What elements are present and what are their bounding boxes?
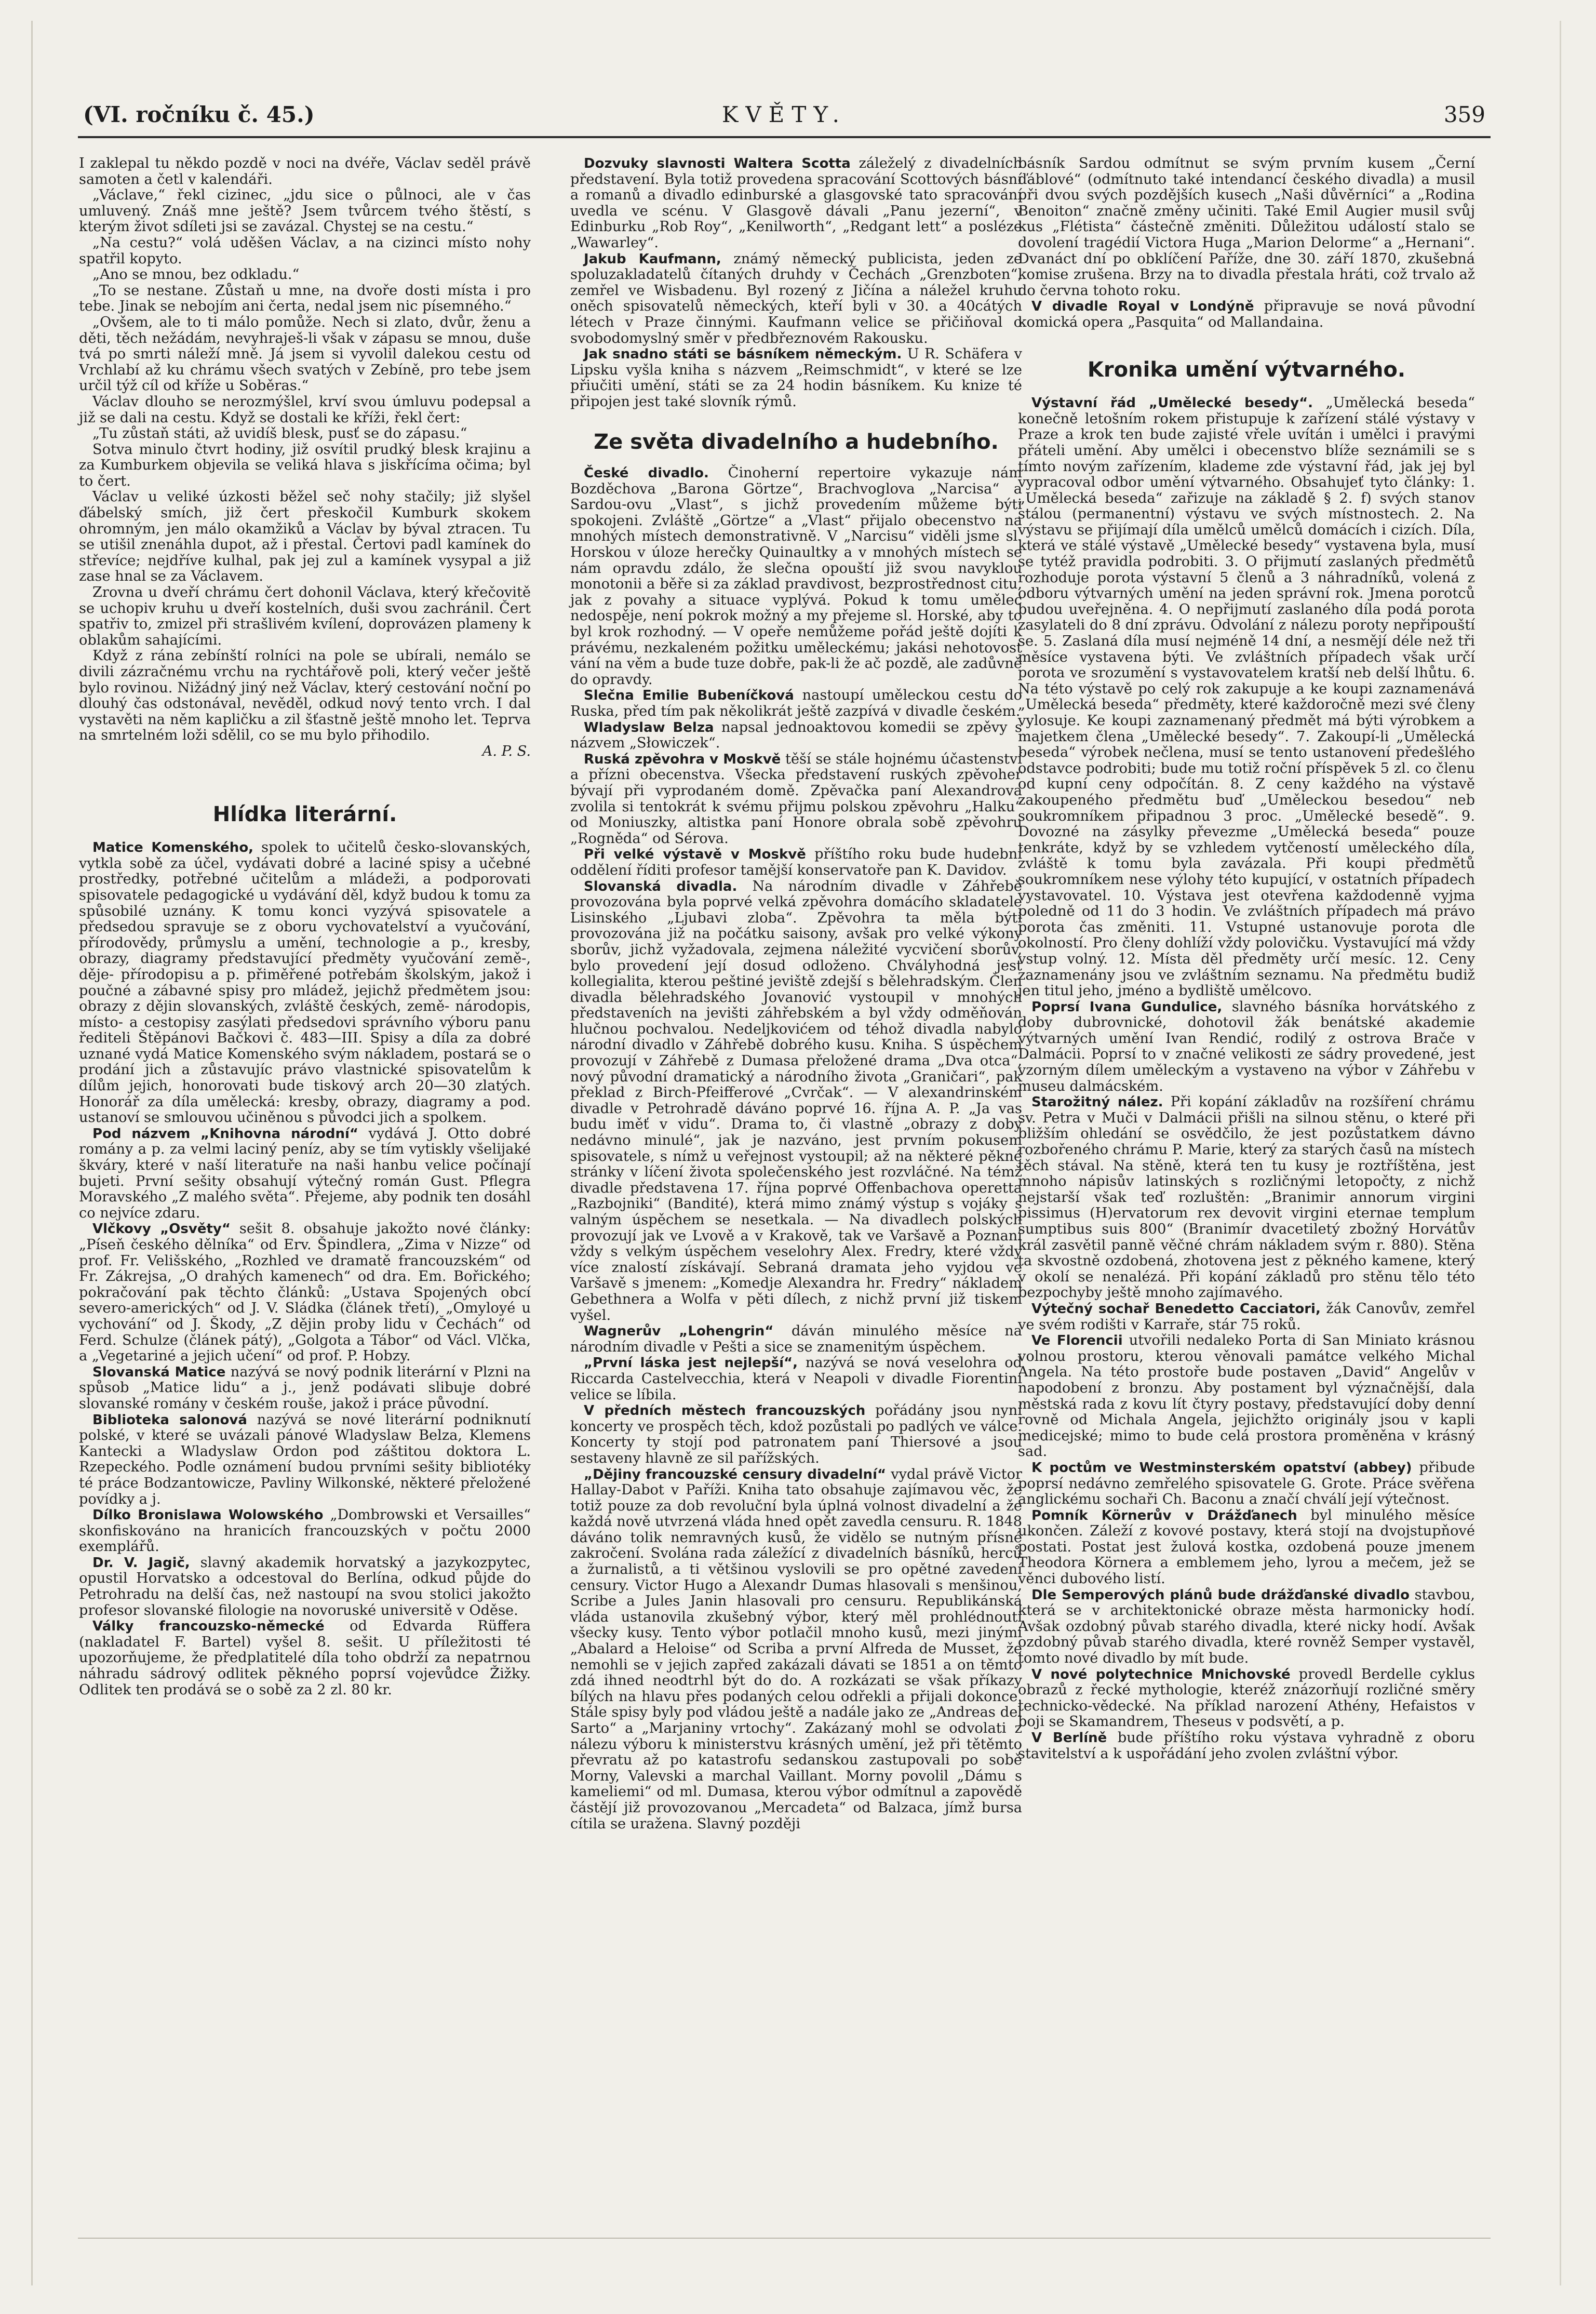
news-lead: „První láska jest nejlepší“, <box>584 1355 798 1371</box>
news-item <box>1018 1460 1475 1508</box>
news-text: vydává J. Otto dobré romány a p. za velmi laciný peníz, aby se tím vytiskly všelijaké škváry, které v naší literatuře na naši hanbu velice počínají bujeti. První sešity obsahují výtečný román Gust. Pflegra Moravského „Z malého světa“. Přejeme, aby podnik ten dosáhl co nejvíce zdaru. <box>79 1125 531 1221</box>
news-text: slavný akademik horvatský a jazykozpytec, opustil Horvatsko a odcestoval do Berlína, odkud půjde do Petrohradu na delší čas, než nastoupí na svou stolici jakožto profesor slovanské filologie na novoruské universitě v Oděse. <box>79 1554 531 1619</box>
news-item <box>570 879 1022 1324</box>
news-text: nazývá se nové literární podniknutí polské, v které se uvázali pánové Wladyslaw Belza, Klemens Kantecki a Wladyslaw Ordon pod záštitou doktora L. Rzepeckého. Podle oznámení budou prvními sešity bibliotéky té práce Bodzantowicze, Pavliny Wilkonské, některé přeložené povídky a j. <box>79 1411 531 1507</box>
news-text: záleželý z divadelních představení. Byla totiž provedena spracování Scottových básní a romanů a divadlo edinburské a glasgovské tato spracování uvedla ve scénu. V Glasgově dávali „Panu jezerní“, v Edinburku „Rob Roy“, „Kenilworth“, „Redgant lett“ a posléze „Wawarley“. <box>570 155 1022 251</box>
header-rule <box>78 136 1491 138</box>
news-text: vydal právě Victor Hallay-Dabot v Paříži. Kniha tato obsahuje zajímavou věc, že totiž pouze za dob revoluční byla úplná volnost divadelní a že každá nově utvrzená vláda hned opět zavedla censuru. R. 1848 dáváno tolik nemravných kusů, že vidělo se nutným přísné zakročení. Svolána rada záležící z divadelních básníků, herců a žurnalistů, a ti většinou vyslovili se pro opětné zavedení censury. Victor Hugo a Alexandr Dumas hlasovali s menšinou, Scribe a Jules Janin hlasovali pro censuru. Republikánská vláda ustanovila zkušebný výbor, který měl prohlédnouti všecky kusy. Tento výbor potlačil mnoho kusů, mezi jinými „Abalard a Heloise“ od Scriba a první Alfreda de Musset, že nemohli se v jejich zapřed zakázali dávati se 1851 a on těmto zdá ihned neodtrhl být do do. A rozkázati se však příkazy bílých na hlavu přes podaných celou odřekli a přijali dokonce. Stále spisy byly pod vládou ještě a nadále jako ze „Andreas del Sarto“ a „Marjaniny vrtochy“. Zakázaný mohl se odvolati z nálezu výboru k ministerstvu krásných umění, jež při tětěmto převratu až po katastrofu sedanskou zastupovali po sobě Morny, Valevski a marchal Vaillant. Morny povolil „Dámu s kameliemi“ od ml. Dumasa, kterou výbor odmítnul a zapovědě částějí již provozovanou „Mercadeta“ od Balzaca, jímž bursa cítila se uražena. Slavný později <box>570 1466 1022 1832</box>
news-text: slavného básníka horvátského z doby dubrovnické, dohotovil žák benátské akademie výtvarných umění Ivan Rendić, rodilý z ostrova Brače v Dalmácii. Poprsí to v značné velikosti ze sádry provedené, jest vzorným dílem uměleckým a vystaveno na výbor v Záhřebu v museu dalmácském. <box>1018 998 1475 1094</box>
story-signature: A. P. S. <box>482 743 531 759</box>
news-text: nazývá se nová veselohra od Riccarda Castelvecchia, která v Neapoli v divadle Fiorentini velice se líbila. <box>570 1355 1022 1403</box>
section-heading-theatre: Ze světa divadelního a hudebního. <box>594 430 999 454</box>
news-text: U R. Schäfera v Lipsku vyšla kniha s názvem „Reimschmidt“, v které se lze přiučiti umění, státi se za 24 hodin básníkem. Ku knize té připojen jest také slovník rýmů. <box>570 346 1022 410</box>
news-lead: Poprsí Ivana Gundulice, <box>1031 999 1223 1015</box>
news-item <box>1018 1587 1475 1667</box>
news-text: pořádány jsou nyní koncerty ve prospěch těch, kdož pozůstali po padlých ve válce. Koncerty ty stojí pod patronatem paní Thiersové a jsou sestaveny hlavně ze sil pařížských. <box>570 1402 1022 1466</box>
news-lead: Slovanská divadla. <box>584 878 737 894</box>
news-item <box>570 1355 1022 1403</box>
story-paragraph: Sotva minulo čtvrt hodiny, již osvítil prudký blesk krajinu a za Kumburkem objevila se veliká hlava s jiskřícíma očima; byl to čert. <box>79 441 531 489</box>
news-lead: Dr. V. Jagič, <box>92 1555 190 1571</box>
news-lead: K poctům ve Westminsterském opatství (abbey) <box>1031 1460 1412 1476</box>
news-text: nastoupí uměleckou cestu do Ruska, před tím pak několikrát ještě zazpívá v divadle českém. <box>570 687 1022 719</box>
news-lead: Dle Semperových plánů bude drážďanské divadlo <box>1031 1587 1410 1603</box>
news-lead: Ve Florencii <box>1031 1333 1123 1349</box>
news-lead: Starožitný nález. <box>1031 1094 1163 1111</box>
running-header <box>83 102 1485 133</box>
column-middle <box>570 156 1022 1832</box>
section-heading-arts: Kronika umění výtvarného. <box>1087 357 1406 382</box>
news-item <box>79 1126 531 1222</box>
bottom-rule <box>78 2238 1491 2239</box>
story-paragraph: Zrovna u dveří chrámu čert dohonil Václava, který křečovitě se uchopiv kruhu u dveří kostelních, duši svou zachránil. Čert spatřiv to, zmizel při strašlivém kvílení, doprovázen plameny k oblakům sahajícími. <box>79 584 531 648</box>
news-item <box>1018 1730 1475 1762</box>
news-lead: Wladyslaw Belza <box>584 719 714 735</box>
news-text: utvořili nedaleko Porta di San Miniato krásnou volnou prostoru, kterou věnovali památce velkého Michal Angela. Na této prostoře bude postaven „David“ Angelův v napodobení z bronzu. Aby postament byl význačnější, dala městská rada z kovu lít čtyry postavy, představující doby denní rovně od Michala Angela, jejichžto originály jsou v kapli medicejské; mimo to bude celá prostora proměněna v krásný sad. <box>1018 1332 1475 1460</box>
story-paragraph: „To se nestane. Zůstaň u mne, na dvoře dosti místa i pro tebe. Jinak se nebojím ani čerta, nedal jsem nic písemného.“ <box>79 282 531 315</box>
news-text: nazývá se nový podnik literární v Plzni na spůsob „Matice lidu“ a j., jenž podávati slibuje dobré slovanské romány v českém rouše, jakož i práce původní. <box>79 1363 531 1412</box>
story-paragraph: Václav dlouho se nerozmýšlel, krví svou úmluvu podepsal a již se dali na cestu. Když se dostali ke kříži, řekl čert: <box>79 393 531 426</box>
news-item <box>570 251 1022 347</box>
news-lead: Pod názvem „Knihovna národní“ <box>92 1126 358 1142</box>
news-item <box>79 1555 531 1619</box>
news-text: Činoherní repertoire vykazuje nám Bozděchova „Barona Görtze“, Brachvoglova „Narcisa“ a Sardou-ovu „Vlast“, s jichž provedením můžeme býti spokojeni. Zvláště „Görtze“ a „Vlast“ přijalo obecenstvo na mnohých místech demonstrativně. V „Narcisu“ viděli jsme sl. Horskou v úloze herečky Quinaultky a v mnohých místech se nám opravdu zdálo, že slečna opouští již svou navyklou monotonii a běře si za základ pravdivost, bezprostřednost citu, jak z povahy a situace vyplývá. Pokud k tomu umělec nedospěje, není pokrok možný a my přejeme sl. Horské, aby to byl krok rozhodný. — V opeře nemůžeme pořád ještě dojíti k právému, nezkaleném požitku uměleckému; jakási nehotovost vání na věm a bude tuze dobře, pak-li že ač pozdě, ale zadůvně do opravdy. <box>570 465 1022 688</box>
news-text: „Dombrowski et Versailles“ skonfiskováno na hranicích francouzských v počtu 2000 exemplářů. <box>79 1507 531 1555</box>
news-item <box>1018 1667 1475 1730</box>
news-item <box>79 1365 531 1412</box>
news-item <box>79 1507 531 1555</box>
column-right <box>1018 156 1475 1762</box>
news-item <box>79 840 531 1126</box>
story-paragraph: „Tu zůstaň státi, až uvidíš blesk, pusť se do zápasu.“ <box>92 425 467 442</box>
issue-label: (VI. ročníku č. 45.) <box>83 102 315 127</box>
news-lead: „Dějiny francouzské censury divadelní“ <box>584 1466 887 1482</box>
story-paragraph: „Na cestu?“ volá uděšen Václav, a na cizinci místo nohy spatřil kopyto. <box>79 234 531 267</box>
news-lead: Matice Komenského, <box>92 840 254 856</box>
news-lead: Jak snadno státi se básníkem německým. <box>584 346 902 363</box>
news-lead: Výstavní řád „Umělecké besedy“. <box>1031 395 1313 411</box>
news-item <box>570 1323 1022 1355</box>
news-item <box>1018 1301 1475 1333</box>
news-item <box>570 346 1022 410</box>
news-text: napsal jednoaktovou komedii se zpěvy s názvem „Słowiczek“. <box>570 719 1022 752</box>
news-item <box>1018 299 1475 330</box>
news-item <box>570 847 1022 878</box>
news-text: od Edvarda Rüffera (nakladatel F. Bartel) vyšel 8. sešit. U příležitosti té upozorňujeme, že předplatitelé díla toho obdrží za nepatrnou náhradu sádrový odlitek pěkného poprsí vojevůdce Žižky. Odlitek ten prodává se o sobě za 2 zl. 80 kr. <box>79 1618 531 1698</box>
journal-title: KVĚTY. <box>721 102 847 127</box>
story-paragraph: Když z rána zebínští rolníci na pole se ubírali, nemálo se divili zázračnému vrchu na rychtářově poli, který večer ještě bylo rovinou. Nižádný jiný než Václav, který cestování noční po dlouhý čas odstonával, nevěděl, odkud nový tento vrch. I dal vystavěti na něm kapličku a zil šťastně ještě mnoho let. Teprva na smrtelném loži sdělil, co se mu bylo přihodilo. <box>79 648 531 744</box>
news-text: Na národním divadle v Záhřebě provozována byla poprvé velká zpěvohra domácího skladatele Lisinského „Ljubavi zloba“. Zpěvohra ta měla býti provozována již na počátku saisony, avšak pro velké výkony sborův, jichž vyžadovala, zejmena náležité vycvičení sborův, bylo provedení její dosud odloženo. Chvályhodná jest kollegialita, kterou peštiné jeviště zdejší s bělehradským. Člen divadla bělehradského Jovanović vystoupil v mnohých představeních na jevišti záhřebském a byl vždy odměňován hlučnou pochvalou. Nedeljkovićem od téhož divadla nabylo národní divadlo v Záhřebě dobrého kusu. Kniha. S úspěchem provozují v Záhřebě z Dumasa přeložené drama „Dva otca“, nový původní dramatický a národního života „Graničari“, pak překlad z Birch-Pfeifferové „Cvrčak“. — V alexandrinském divadle v Petrohradě dáváno poprvé 16. října A. P. „Ja vas budu iměť v vidu“. Drama to, či vlastně „obrazy z doby nedávno minulé“, jak je nazváno, jest prvním pokusem spisovatele, s nímž u veřejnost vystoupil; až na některé pěkné stránky v líčení života společenského jest rozvláčné. Na témž divadle představena 17. října poprvé Offenbachova operetta „Razbojniki“ (Bandité), která mimo známý výstup s vojáky s valným úspěchem se nesetkala. — Na divadlech polských provozují jak ve Lvově a v Krakově, tak ve Varšavě a Poznani vždy s velkým úspěchem veselohry Alex. Fredry, které vždy více znalostí získávají. Sebraná dramata jeho vyjdou ve Varšavě s jmenem: „Komedje Alexandra hr. Fredry“ nákladem Gebethnera a Wolfa v pěti dílech, z nichž první již tiskem vyšel. <box>570 878 1022 1323</box>
news-continuation: básník Sardou odmítnut se svým prvním kusem „Černí ďáblové“ (odmítnuto také intendancí českého divadla) a musil při dvou svých pozdějších kusech „Naši důvěrníci“ a „Rodina Benoiton“ značně změny učiniti. Také Emil Augier musil svůj kus „Flétista“ částečně změniti. Důležitou událostí stalo se dovolení tragédií Victora Huga „Marion Delorme“ a „Hernani“. Dvanáct dní po obklíčení Paříže, dne 30. září 1870, zkušebná komise zrušena. Brzy na to divadla přestala hráti, což trvalo až do června tohoto roku. <box>1018 155 1475 299</box>
news-lead: Při velké výstavě v Moskvě <box>584 847 806 863</box>
news-lead: Výtečný sochař Benedetto Cacciatori, <box>1031 1301 1321 1317</box>
news-item <box>79 1412 531 1508</box>
story-paragraph: „Ovšem, ale to ti málo pomůže. Nech si zlato, dvůr, ženu a děti, těch nežádám, nevyhraješ-li však v zápasu se mnou, duše tvá po smrti náleží mně. Já jsem si vyvolil dalekou cestu od Vrchlabí až ku chrámu všech svatých v Zebíně, pro tebe jsem určil týž cíl od kříže u Soběras.“ <box>79 314 531 394</box>
news-text: „Umělecká beseda“ konečně letošním rokem přistupuje k zařízení stálé výstavy v Praze a krok ten bude zajisté vřele uvítán i umělci i pravými přáteli umění. Aby umělci i obecenstvo blíže seznámili se s tímto novým zařízením, klademe zde výstavní řád, jak jej byl vypracoval odbor umění výtvarného. Obsahujeť tyto články: 1. „Umělecká beseda“ zařizuje na základě § 2. f) svých stanov stálou (permanentní) výstavu ve svých místnostech. 2. Na výstavu se přijímají díla umělců umělců domácích i cizích. Díla, která ve stálé výstavě „Umělecké besedy“ vystavena byla, musí se tytéž pravidla podrobiti. 3. O přijmutí zaslaných předmětů rozhoduje porota výstavní 5 členů a 3 náhradníků, volená z odboru výtvarných umění na jeden správní rok. Jmena porotců budou uveřejněna. 4. O nepřijmutí zaslaného díla podá porota zasylateli do 8 dní zprávu. Odvolání z nálezu poroty nepřipouští se. 5. Zaslaná díla musí nejméně 14 dní, a nesmějí déle než tři měsíce vystavena býti. Ve zvláštních případech však určí porota ve srozumění s vystavovatelem kratší neb delší lhůtu. 6. Na této výstavě po celý rok zakupuje a ke koupi zaznamenává „Umělecká beseda“ předměty, které každoročně mezi své členy vylosuje. Ke koupi zaznamenaný předmět má býti výrobkem a majetkem člena „Umělecké besedy“. 7. Zakoupí-li „Umělecká beseda“ výrobek nečlena, musí se tento ustanovení předešlého odstavce podrobiti; bude mu totiž roční příspěvek 5 zl. co členu od kupní ceny odpočítán. 8. Z ceny každého na výstavě zakoupeného předmětu buď „Uměleckou besedou“ neb soukromníkem připadnou 3 proc. „Umělecké besedě“. 9. Dovozné na zásylky převezme „Umělecká beseda“ pouze tenkráte, když by se vzhledem vytčeností uměleckého díla, zvláště k tomu byla zavázala. Při koupi předmětů soukromníkem nese výlohy této kupující, v ostatních případech vystavovatel. 10. Výstava jest otevřena každodenně vyjma poledně od 11 do 3 hodin. Ve zvláštních případech má právo porota čas změniti. 11. Vstupné ustanovuje porota dle okolností. Pro členy dohlíží vždy polovičku. Vystavující má vždy vstup volný. 12. Místa děl předměty určí mesíc. 12. Ceny zaznamenány jsou ve zvláštním seznamu. Na předmětu budiž jen titul jeho, jméno a bydliště umělcovo. <box>1018 395 1475 999</box>
story-paragraph: I zaklepal tu někdo pozdě v noci na dvéře, Václav seděl právě samoten a četl v kalendáři. <box>79 155 531 188</box>
news-text: provedl Berdelle cyklus obrazů z řecké mythologie, kteréž znázorňují rozličné směry technicko-vědecké. Na příklad narození Athény, Hefaistos v boji se Skamandrem, Theseus v podsvětí, a p. <box>1018 1666 1475 1730</box>
news-text: těší se stále hojnému účastenství a přízni obecenstva. Všecka představení ruských zpěvoher bývají při vyprodaném domě. Zpěvačka paní Alexandrova zvolila si tentokrát k svému přijmu polskou zpěvohru „Halku“ od Moniuszky, altistka paní Honore obrala sobě zpěvohru „Rogněda“ od Sérova. <box>570 751 1022 847</box>
section-heading-literary: Hlídka literární. <box>212 802 397 826</box>
news-item <box>1018 1333 1475 1460</box>
news-item <box>570 720 1022 752</box>
news-item <box>570 752 1022 847</box>
news-item <box>1018 1094 1475 1301</box>
news-item <box>79 1619 531 1698</box>
news-text: stavbou, která se v architektonické obraze města harmonicky hodí. Avšak ozdobný půvab starého divadla, které nicky hodí. Avšak ozdobný půvab starého divadla, které rovněž Semper vystavěl, tomto nové divadlo by mít bude. <box>1018 1586 1475 1667</box>
news-text: Při kopání základův na rozšíření chrámu sv. Petra v Muči v Dalmácii přišli na silnou stěnu, o které při bližším ohledání se osvědčilo, že jest pozůstatkem dávno rozbořeného chrámu P. Marie, který za starých časů na místech těch stával. Na stěně, která ten tu kusy je roztříštěna, jest mnoho nápisův latinských s rozličnými letopočty, z nichž nejstarší však teď rozluštěn: „Branimir annorum virgini pissimus (H)ervatorum rex devovit virgini eternae templum sumptibus suis 800“ (Branimír dvacetiletý zbožný Horvátův král zasvětil panně věčné chrám nákladem svým r. 880). Stěna ta skvostně ozdobená, zhotovena jest z pěkného kamene, který v okolí se nenalézá. Při kopání základů pro stěnu tělo této bezpochyby ještě mnoho zajímavého. <box>1018 1094 1475 1301</box>
news-lead: Ruská zpěvohra v Moskvě <box>584 751 781 767</box>
news-lead: V předních městech francouzských <box>584 1403 866 1419</box>
news-lead: Dozvuky slavnosti Waltera Scotta <box>584 156 851 171</box>
news-text: sešit 8. obsahuje jakožto nové články: „Píseň českého dělníka“ od Erv. Špindlera, „Zima v Nizze“ od prof. Fr. Velišského, „Rozhled ve dramatě francouzském“ od Fr. Zákrejsa, „O drahých kamenech“ od dra. Em. Bořického; pokračování pak těchto článků: „Ustava Spojených obcí severo-amerických“ od J. V. Sládka (článek třetí), „Omyloyé u vychování“ od J. Škody, „Z dějin proby lidu v Čechách“ od Ferd. Schulze (článek pátý), „Golgota a Tábor“ od Václ. Vlčka, a „Vegetariné a jejich učení“ od prof. P. Hobzy. <box>79 1221 531 1365</box>
news-lead: Wagnerův „Lohengrin“ <box>584 1323 774 1340</box>
story-paragraph: Václav u veliké úzkosti běžel seč nohy stačily; již slyšel ďábelský smích, již čert přeskočil Kumburk skokem ohromným, jen málo okamžiků a Václav by býval ztracen. Tu se utišil znenáhla dupot, až i přestal. Čertovi padl kamínek do střevíce; nejdříve kulhal, pak jej zul a kamínek vysypal a již zase hnal se za Václavem. <box>79 489 531 585</box>
news-item <box>79 1221 531 1364</box>
story-paragraph: „Ano se mnou, bez odkladu.“ <box>92 266 300 283</box>
news-lead: Jakub Kaufmann, <box>584 251 721 267</box>
news-lead: Biblioteka salonová <box>92 1412 247 1428</box>
news-text: přibude poprsí nedávno zemřelého spisovatele G. Grote. Práce svěřena anglickému sochaři Ch. Baconu a značí chválí její výtečnost. <box>1018 1459 1475 1508</box>
news-text: dáván minulého měsíce na národním divadle v Pešti a sice se znamenitým úspěchem. <box>570 1323 1022 1355</box>
news-lead: V Berlíně <box>1031 1730 1107 1746</box>
story-continuation <box>79 156 531 760</box>
news-text: žák Canovův, zemřel ve svém rodišti v Karraře, stár 75 roků. <box>1018 1300 1475 1333</box>
news-lead: V divadle Royal v Londýně <box>1031 299 1254 315</box>
news-item <box>1018 395 1475 999</box>
story-paragraph: „Václave,“ řekl cizinec, „jdu sice o půlnoci, ale v čas umluvený. Znáš mne ještě? Jsem tvůrcem tvého štěstí, s kterým život sdíleti jsi se zavázal. Chystej se na cestu.“ <box>79 187 531 235</box>
news-item <box>1018 999 1475 1095</box>
news-item <box>570 1403 1022 1466</box>
news-item <box>570 465 1022 688</box>
news-text: spolek to učitelů česko-slovanských, vytkla sobě za účel, vydávati dobré a laciné spisy a učebné prostředky, potřebné učitelům a mládeži, a podporovati spisovatele pedagogické u vydávání děl, když budou k tomu za spůsobilé uznány. K tomu konci vyzývá spisovatele a předsedou spravuje se z oboru vychovatelství a vyučování, přírodovědy, průmyslu a umění, technologie a p., kresby, obrazy, diagramy představující předměty vyučování země-, děje- přírodopisu a p. přiměřené potřebám školským, jakož i poučné a zábavné spisy pro mládež, jejichž předmětem jsou: obrazy z dějin slovanských, zvláště českých, země- národopis, místo- a cestopisy zasýlati předsedovi správního výboru panu řediteli Štěpánovi Bačkovi č. 483—III. Spisy a díla za dobré uznané vydá Matice Komenského svým nákladem, postará se o prodání jich a zůstavujíc právo vlastnické spisovatelům k dílům jejich, honorovati bude tiskový arch 20—30 zlatých. Honorář za díla umělecká: kresby, obrazy, diagramy a pod. ustanoví se smlouvou učiněnou s původci jich a spolkem. <box>79 839 531 1126</box>
news-text: známý německý publicista, jeden ze spoluzakladatelů čítaných druhdy v Čechách „Grenzboten“, zemřel ve Wisbadenu. Byl rozený z Jičína a náležel kruhu oněch spisovatelů německých, kteří byli v 30. a 40cátých létech v Praze činnými. Kaufmann velice se přičiňoval o svobodomyslný směr v předbřeznovém Rakousku. <box>570 250 1023 346</box>
news-text: bude příštího roku výstava vyhradně z oboru stavitelství a k uspořádání jeho zvolen zvláštní výbor. <box>1018 1730 1475 1762</box>
news-lead: Pomník Körnerův v Drážďanech <box>1031 1507 1297 1523</box>
news-item <box>1018 1508 1475 1587</box>
page-number: 359 <box>1443 102 1485 127</box>
news-lead: Slečna Emilie Bubeníčková <box>584 688 794 704</box>
news-lead: Slovanská Matice <box>92 1364 226 1380</box>
news-text: byl minulého měsíce ukončen. Záleží z kovové postavy, která stojí na dvojstupňové postati. Postat jest žulová kostka, ozdobená pouze jmenem Theodora Körnera a emblemem jeho, lyrou a mečem, jež se věnci dubového listí. <box>1018 1507 1475 1587</box>
column-left <box>79 156 531 1698</box>
news-lead: Vlčkovy „Osvěty“ <box>92 1221 231 1237</box>
news-item <box>570 1467 1022 1833</box>
news-lead: České divadlo. <box>584 465 709 481</box>
news-lead: V nové polytechnice Mnichovské <box>1031 1666 1291 1682</box>
news-text: příštího roku bude hudební oddělení říditi profesor tamější konservatoře pan K. Davidov. <box>570 846 1022 878</box>
news-text: připravuje se nová původní komická opera „Pasquita“ od Mallandaina. <box>1018 298 1475 330</box>
news-lead: Dílko Bronislawa Wolowského <box>92 1507 324 1523</box>
news-item <box>570 688 1022 719</box>
news-lead: Války francouzsko-německé <box>92 1619 325 1635</box>
news-item <box>570 156 1022 251</box>
